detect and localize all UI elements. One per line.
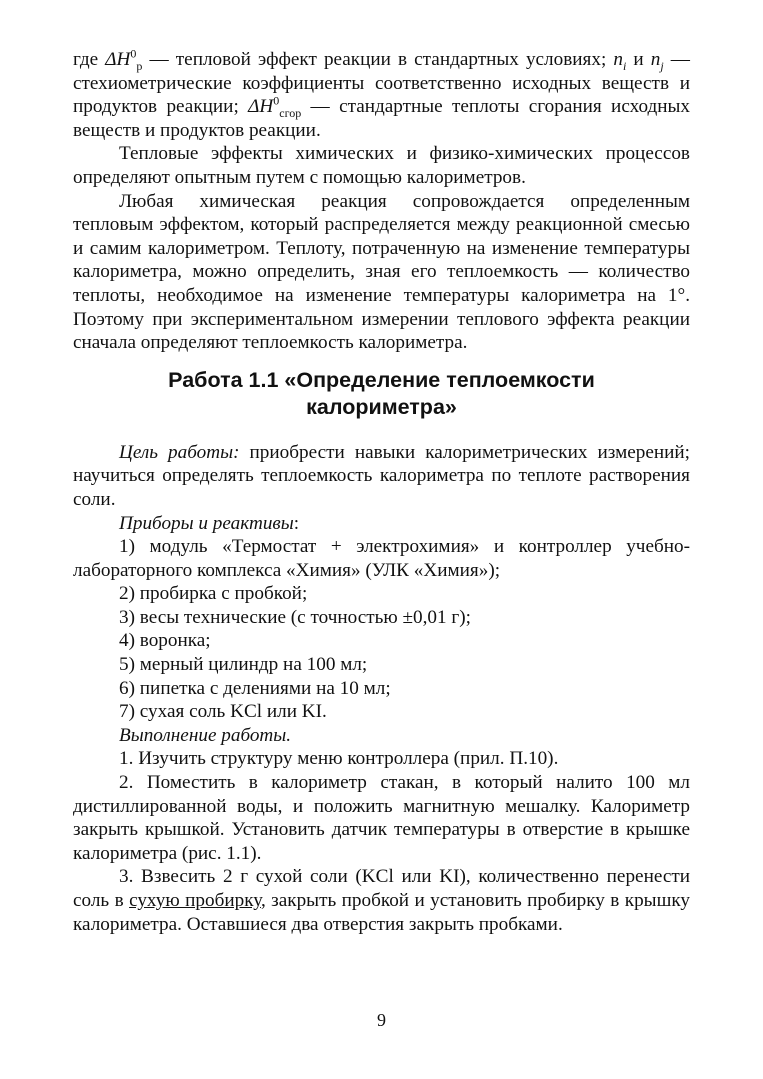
section-title-line: Работа 1.1 «Определение теплоемкости [168,367,595,392]
procedure-step [73,865,690,936]
equipment-item: 3) весы технические (с точностью ±0,01 г); [119,606,471,628]
symbol-n: n [650,49,661,70]
text: 3. Взвесить 2 г сухой соли (KCl или KI), количественно перенести соль в [73,866,690,911]
equipment-heading [73,512,690,536]
section-title [73,367,690,421]
equipment-item: 1) модуль «Термостат + электрохимия» и контроллер учебно-лабораторного комплекса «Химия» (УЛК «Химия»); [73,536,690,581]
goal-label: Цель работы: [119,441,240,463]
text: : [293,512,300,534]
procedure-step: 1. Изучить структуру меню контроллера (прил. П.10). [119,748,559,770]
equipment-label: Приборы и реактивы [119,512,294,534]
procedure-heading: Выполнение работы. [119,724,292,746]
equipment-item: 7) сухая соль KCl или KI. [119,701,327,723]
subscript: j [660,58,664,73]
subscript: сгор [279,106,302,121]
symbol-delta-h: ΔH [105,49,131,70]
superscript: 0 [130,46,137,61]
procedure-step: 2. Поместить в калориметр стакан, в который налито 100 мл дистиллированной воды, и положить магнитную мешалку. Калориметр закрыть крышкой. Установить датчик температуры в отверстие в крышке калориметра (рис. 1.1). [73,772,690,864]
document-page [73,48,690,936]
goal-text: приобрести навыки калориметрических измерений; научиться определять теплоемкость калориметра по теплоте растворения соли. [73,441,690,510]
text: и [626,49,651,70]
superscript: 0 [273,93,280,108]
equipment-item: 6) пипетка с делениями на 10 мл; [119,677,391,699]
text: — стандартные теплоты сгорания исходных веществ и продуктов реакции. [73,96,690,141]
text: — тепловой эффект реакции в стандартных условиях; [142,49,614,70]
text: , закрыть пробкой и установить пробирку в крышку калориметра. Оставшиеся два отверстия закрыть пробками. [73,890,690,935]
underlined-text: сухую пробирку [129,890,261,911]
text: — стехиометрические коэффициенты соответственно исходных веществ и продуктов реакции; [73,49,690,118]
equipment-item: 5) мерный цилиндр на 100 мл; [119,654,368,676]
paragraph-goal [73,441,690,512]
subscript: i [622,58,627,73]
paragraph-calorimeters: Тепловые эффекты химических и физико-химических процессов определяют опытным путем с помощью калориметров. [73,143,690,188]
paragraph-heat-capacity: Любая химическая реакция сопровождается определенным тепловым эффектом, который распределяется между реакционной смесью и самим калориметром. Теплоту, потраченную на изменение температуры калориметра, можно определить, зная его теплоемкость — количество теплоты, необходимое на изменение температуры калориметра на 1°. Поэтому при экспериментальном измерении теплового эффекта реакции сначала определяют теплоемкость калориметра. [73,190,690,354]
equipment-item: 2) пробирка с пробкой; [119,583,308,605]
section-title-line: калориметра» [306,394,457,419]
symbol-n: n [613,49,623,70]
paragraph-definitions [73,48,690,142]
equipment-item: 4) воронка; [119,630,211,652]
text: где [73,49,106,70]
symbol-delta-h: ΔH [248,96,274,118]
subscript: р [136,58,143,73]
page-number: 9 [377,1010,386,1030]
